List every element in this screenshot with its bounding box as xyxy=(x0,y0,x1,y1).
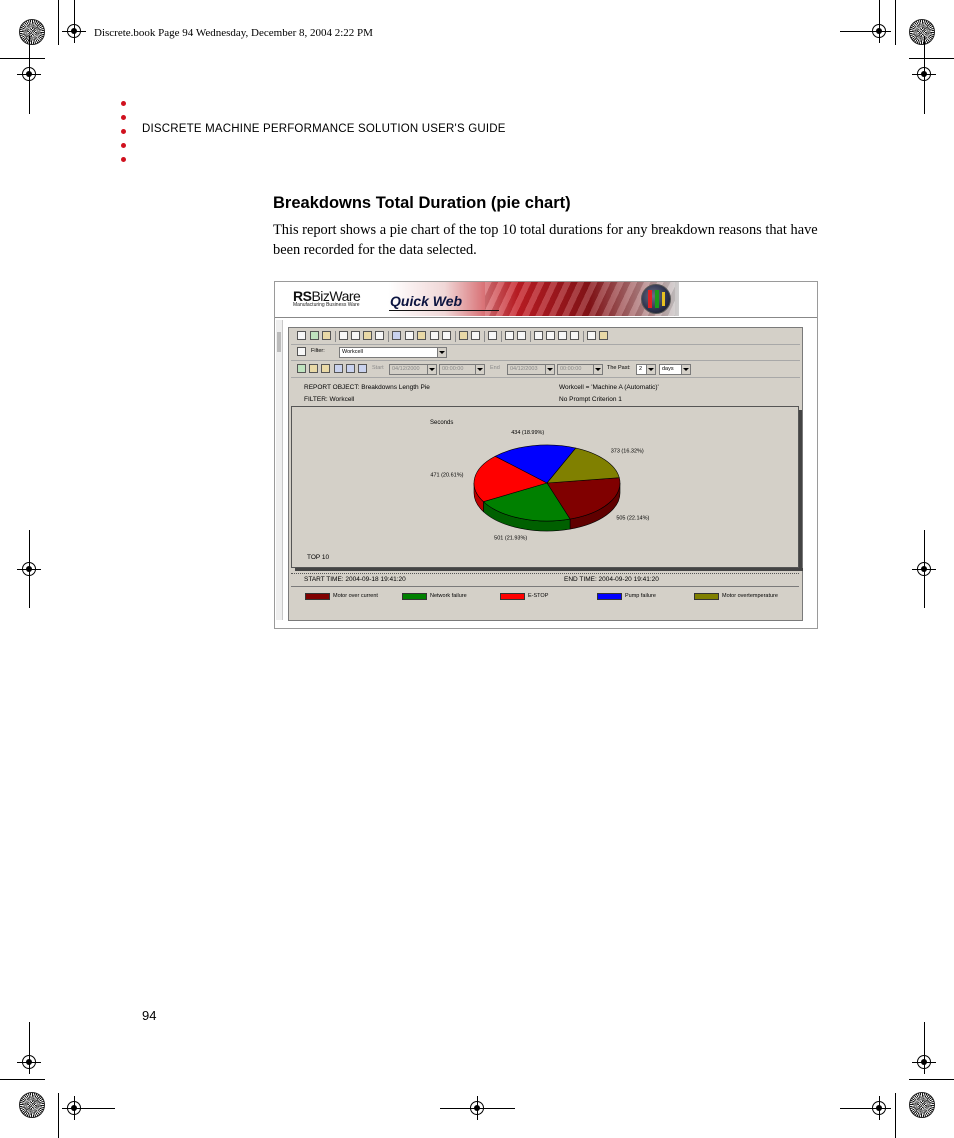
chevron-down-icon[interactable] xyxy=(427,365,436,374)
crop-target-mark xyxy=(67,24,81,38)
end-label: End xyxy=(490,365,500,371)
report-screenshot xyxy=(274,281,818,629)
crop-line xyxy=(29,84,30,114)
page-setup-icon[interactable] xyxy=(351,331,360,340)
globe-icon xyxy=(641,284,671,314)
report-viewer xyxy=(288,327,803,621)
zoom-in-icon[interactable] xyxy=(505,331,514,340)
print-icon[interactable] xyxy=(297,331,306,340)
pie-data-label: 373 (16.32%) xyxy=(610,448,644,455)
start-time-field[interactable]: 00:00:00 xyxy=(439,364,485,375)
first-page-icon[interactable] xyxy=(534,331,543,340)
crop-line xyxy=(840,31,870,32)
end-time-text: END TIME: 2004-09-20 19:41:20 xyxy=(564,576,659,583)
crop-line xyxy=(58,1093,59,1138)
margin-bullet xyxy=(121,143,126,148)
printer-icon[interactable] xyxy=(339,331,348,340)
crop-line xyxy=(895,0,896,45)
crop-line xyxy=(909,1079,954,1080)
running-head: DISCRETE MACHINE PERFORMANCE SOLUTION USER'S GUIDE xyxy=(142,123,506,135)
crop-line xyxy=(879,0,880,22)
crop-line xyxy=(74,0,75,22)
crop-target-mark xyxy=(22,67,36,81)
pie-data-label: 501 (21.93%) xyxy=(494,535,528,542)
chevron-down-icon[interactable] xyxy=(545,365,554,374)
crop-line xyxy=(29,1022,30,1053)
filter-toolbar xyxy=(291,345,800,361)
last-page-icon[interactable] xyxy=(570,331,579,340)
crop-target-mark xyxy=(872,1101,886,1115)
crop-target-mark xyxy=(22,562,36,576)
crop-line xyxy=(924,36,925,65)
crop-line xyxy=(29,530,30,560)
sort-icon[interactable] xyxy=(459,331,468,340)
crop-line xyxy=(29,578,30,608)
delete-icon[interactable] xyxy=(488,331,497,340)
copy-icon[interactable] xyxy=(375,331,384,340)
export-icon[interactable] xyxy=(310,331,319,340)
range-icon[interactable] xyxy=(334,364,343,373)
legend-swatch xyxy=(500,593,525,600)
frame-scrollbar[interactable] xyxy=(276,320,283,620)
legend-swatch xyxy=(597,593,622,600)
end-time-field[interactable]: 00:00:00 xyxy=(557,364,603,375)
margin-bullet xyxy=(121,129,126,134)
pdf-icon[interactable] xyxy=(322,331,331,340)
filter-text: FILTER: Workcell xyxy=(304,396,355,403)
start-label: Start xyxy=(372,365,384,371)
crop-target-mark xyxy=(917,562,931,576)
registration-star-mark xyxy=(19,1092,45,1118)
stack-chart-icon[interactable] xyxy=(430,331,439,340)
crop-line xyxy=(924,578,925,608)
legend-label: E-STOP xyxy=(528,593,549,599)
end-date-field[interactable]: 04/12/2003 xyxy=(507,364,555,375)
logo-subtitle: Manufacturing Business Ware xyxy=(293,302,360,308)
crop-target-mark xyxy=(917,67,931,81)
crop-line xyxy=(924,1022,925,1053)
crop-line xyxy=(840,1108,870,1109)
stepper-icon[interactable] xyxy=(475,365,484,374)
calendar-icon[interactable] xyxy=(321,364,330,373)
crop-target-mark xyxy=(917,1055,931,1069)
legend-label: Motor over current xyxy=(333,593,378,599)
help-icon[interactable] xyxy=(599,331,608,340)
column-chart-icon[interactable] xyxy=(417,331,426,340)
stepper-icon[interactable] xyxy=(646,365,655,374)
range-back-icon[interactable] xyxy=(346,364,355,373)
range-forward-icon[interactable] xyxy=(358,364,367,373)
print-header-line: Discrete.book Page 94 Wednesday, December 8, 2004 2:22 PM xyxy=(94,27,373,39)
pie-data-label: 434 (18.99%) xyxy=(511,429,545,436)
crop-line xyxy=(0,58,45,59)
section-paragraph: This report shows a pie chart of the top 10 total durations for any breakdown reasons that have been recorded for the data selected. xyxy=(273,222,818,258)
report-object-text: REPORT OBJECT: Breakdowns Length Pie xyxy=(304,384,430,391)
the-past-label: The Past: xyxy=(607,365,631,371)
legend-swatch xyxy=(305,593,330,600)
crop-line xyxy=(29,36,30,65)
table-view-icon[interactable] xyxy=(392,331,401,340)
crop-line xyxy=(485,1108,515,1109)
zoom-out-icon[interactable] xyxy=(517,331,526,340)
stepper-icon[interactable] xyxy=(593,365,602,374)
filter-select[interactable]: Workcell xyxy=(339,347,447,358)
margin-bullet xyxy=(121,157,126,162)
main-toolbar xyxy=(291,329,800,345)
chart-panel xyxy=(291,406,799,568)
crop-line xyxy=(909,58,954,59)
registration-star-mark xyxy=(19,19,45,45)
quickweb-title: Quick Web xyxy=(390,293,463,309)
legend-label: Pump failure xyxy=(625,593,656,599)
crop-line xyxy=(924,530,925,560)
crop-line xyxy=(895,1093,896,1138)
bar-chart-icon[interactable] xyxy=(405,331,414,340)
margin-bullet xyxy=(121,101,126,106)
legend-label: Motor overtemperature xyxy=(722,593,778,599)
crop-target-mark xyxy=(22,1055,36,1069)
font-icon[interactable] xyxy=(442,331,451,340)
workcell-text: Workcell = 'Machine A (Automatic)' xyxy=(559,384,659,391)
refresh-icon[interactable] xyxy=(297,364,306,373)
crop-line xyxy=(85,1108,115,1109)
filter-icon[interactable] xyxy=(297,347,306,356)
crop-target-mark xyxy=(67,1101,81,1115)
filter-label: Filter: xyxy=(311,348,325,354)
registration-star-mark xyxy=(909,1092,935,1118)
chart-title: Seconds xyxy=(430,420,454,426)
rsbizware-logo: RSBizWare xyxy=(293,288,361,304)
crop-line xyxy=(0,1079,45,1080)
prompt-text: No Prompt Criterion 1 xyxy=(559,396,622,403)
page-number: 94 xyxy=(142,1008,157,1023)
registration-star-mark xyxy=(909,19,935,45)
chart-icon[interactable] xyxy=(363,331,372,340)
previous-page-icon[interactable] xyxy=(546,331,555,340)
pie-chart xyxy=(292,407,798,567)
crop-target-mark xyxy=(470,1101,484,1115)
crop-line xyxy=(58,0,59,45)
legend-swatch xyxy=(402,593,427,600)
legend-swatch xyxy=(694,593,719,600)
chart-legend xyxy=(291,586,799,620)
pie-data-label: 505 (22.14%) xyxy=(616,515,650,522)
crop-line xyxy=(924,84,925,114)
crop-line xyxy=(440,1108,470,1109)
clock-icon[interactable] xyxy=(309,364,318,373)
time-toolbar xyxy=(291,362,800,378)
chart-options-icon[interactable] xyxy=(471,331,480,340)
start-time-text: START TIME: 2004-09-18 19:41:20 xyxy=(304,576,406,583)
quickweb-banner xyxy=(275,282,679,316)
legend-label: Network failure xyxy=(430,593,467,599)
start-date-field[interactable]: 04/12/2000 xyxy=(389,364,437,375)
past-unit-select[interactable]: days xyxy=(659,364,691,375)
past-value-field[interactable]: 2 xyxy=(636,364,656,375)
crop-target-mark xyxy=(872,24,886,38)
margin-bullet xyxy=(121,115,126,120)
chevron-down-icon[interactable] xyxy=(437,348,446,357)
find-icon[interactable] xyxy=(587,331,596,340)
next-page-icon[interactable] xyxy=(558,331,567,340)
top-label: TOP 10 xyxy=(307,554,330,561)
section-heading: Breakdowns Total Duration (pie chart) xyxy=(273,194,571,212)
chevron-down-icon[interactable] xyxy=(681,365,690,374)
pie-data-label: 471 (20.61%) xyxy=(430,472,464,479)
